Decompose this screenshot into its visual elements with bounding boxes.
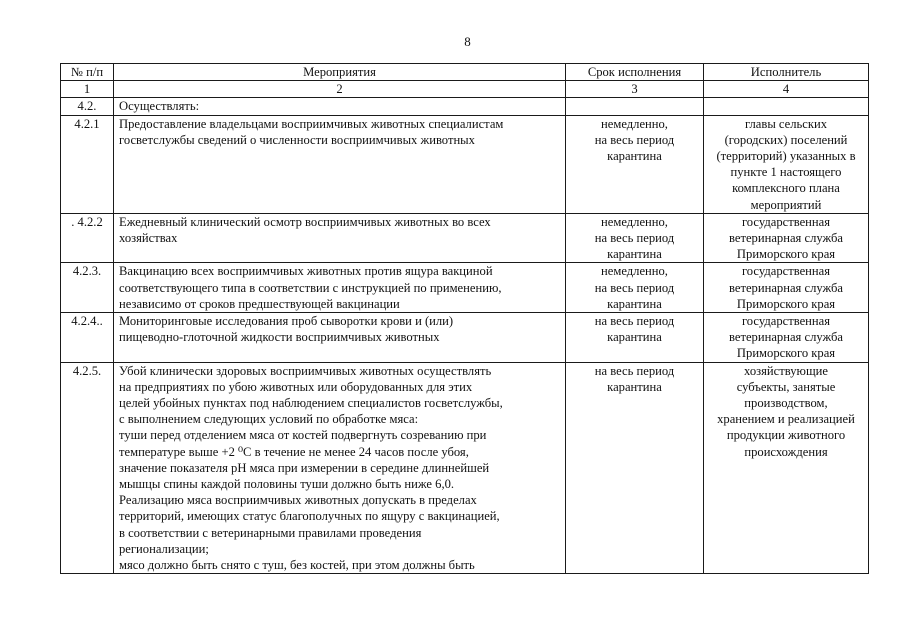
row-activity: Вакцинацию всех восприимчивых животных против ящура вакциной соответствующего типа в соответствии с инструкцией по применению, независимо от сроков предшествующей вакцинации <box>119 264 502 311</box>
measures-table <box>60 63 869 574</box>
table-header-row <box>61 64 869 81</box>
row-activity: Предоставление владельцами восприимчивых животных специалистам госветслужбы сведений о численности восприимчивых животных <box>119 116 504 147</box>
row-activity: Убой клинически здоровых восприимчивых животных осуществлять на предприятиях по убою животных или оборудованных для этих целей убойных пунктах под наблюдением специалистов госветслужбы, с выполнением следующих условий по обработке мяса: туши перед отделением мяса от костей подвергнуть созреванию при температуре выше +2 ⁰С в течение не менее 24 часов после убоя, значение показателя рН мяса при измерении в середине длиннейшей мышцы спины каждой половины туши должно быть ниже 6,0. Реализацию мяса восприимчивых животных допускать в пределах территорий, имеющих статус благополучных по ящуру с вакцинацией, в соответствии с ветеринарными правилами проведения регионализации; мясо должно быть снято с туш, без костей, при этом должны быть <box>119 363 503 573</box>
column-number-3: 3 <box>566 81 704 98</box>
header-term: Срок исполнения <box>566 64 704 81</box>
page-number: 8 <box>464 34 471 49</box>
row-number: 4.2.4.. <box>71 314 103 329</box>
table-row <box>61 213 869 263</box>
row-executor: хозяйствующие субъекты, занятые производством, хранением и реализацией продукции животного происхождения <box>717 363 855 459</box>
row-number: 4.2.1 <box>74 116 100 131</box>
row-term: немедленно, на весь период карантина <box>594 214 675 262</box>
row-term: немедленно, на весь период карантина <box>594 116 675 164</box>
table-row <box>61 313 869 363</box>
row-number: 4.2. <box>77 99 97 114</box>
column-number-2: 2 <box>114 81 566 98</box>
row-number: 4.2.5. <box>72 363 102 378</box>
table-row <box>61 263 869 313</box>
header-num: № п/п <box>61 64 114 81</box>
row-executor: государственная ветеринарная служба Приморского края <box>728 314 844 361</box>
row-term: на весь период карантина <box>594 363 675 394</box>
table-row <box>61 98 869 115</box>
row-executor: главы сельских (городских) поселений (территорий) указанных в пункте 1 настоящего комплексного плана мероприятий <box>716 116 856 212</box>
column-number-row <box>61 81 869 98</box>
row-term: на весь период карантина <box>594 314 675 345</box>
column-number-4: 4 <box>704 81 869 98</box>
row-number: 4.2.3. <box>72 264 102 279</box>
row-term: немедленно, на весь период карантина <box>594 264 675 311</box>
column-number-1: 1 <box>61 81 114 98</box>
table-row <box>61 362 869 574</box>
header-activity: Мероприятия <box>114 64 566 81</box>
row-executor: государственная ветеринарная служба Приморского края <box>728 264 844 311</box>
row-activity: Ежедневный клинический осмотр восприимчивых животных во всех хозяйствах <box>119 214 491 246</box>
row-activity: Мониторинговые исследования проб сыворотки крови и (или) пищеводно-глоточной жидкости восприимчивых животных <box>119 314 454 345</box>
header-executor: Исполнитель <box>704 64 869 81</box>
row-number: . 4.2.2 <box>71 214 103 229</box>
row-activity: Осуществлять: <box>119 99 200 114</box>
row-executor: государственная ветеринарная служба Приморского края <box>728 214 844 262</box>
table-row <box>61 115 869 213</box>
